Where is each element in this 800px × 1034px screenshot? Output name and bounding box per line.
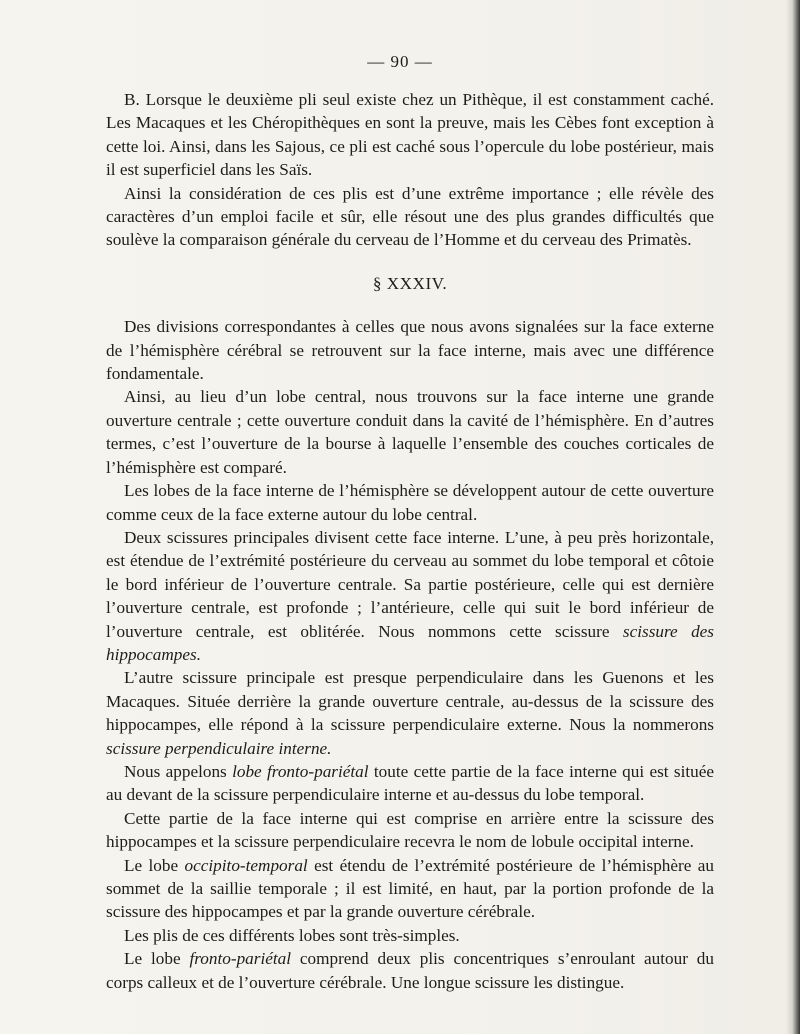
- term-scissure-des-hippocampes: scissure des hippocampes.: [106, 621, 714, 664]
- term-fronto-parietal: fronto-pariétal: [189, 949, 292, 969]
- paragraph-10-text-start: Le lobe: [124, 855, 185, 875]
- term-lobe-fronto-parietal: lobe fronto-pariétal: [232, 761, 369, 781]
- page-edge-shadow: [786, 0, 800, 1034]
- body-text: [106, 88, 714, 994]
- paragraph-10-text-end: est étendu de l’extrémité postérieure de l’hémisphère au sommet de la saillie temporale ; il est limité, en haut, par la portion profonde de la scissure des hippocampes et par la grande ouverture cérébrale.: [106, 855, 714, 922]
- paragraph-7-text: L’autre scissure principale est presque perpendiculaire dans les Guenons et les Macaques. Située derrière la grande ouverture centrale, au-dessus de la scissure des hippocampes, elle répond à la scissure perpendiculaire externe. Nous la nommerons: [106, 668, 714, 735]
- paragraph-12: [106, 947, 714, 994]
- paragraph-3: Des divisions correspondantes à celles que nous avons signalées sur la face externe de l’hémisphère cérébral se retrouvent sur la face interne, mais avec une différence fondamentale.: [106, 317, 714, 384]
- paragraph-12-text-start: Le lobe: [124, 949, 190, 969]
- paragraph-9: Cette partie de la face interne qui est comprise en arrière entre la scissure des hippocampes et la scissure perpendiculaire recevra le nom de lobule occipital interne.: [106, 808, 714, 852]
- paragraph-12-text-end: comprend deux plis concentriques s’enroulant autour du corps calleux et de l’ouverture cérébrale. Une longue scissure les distingue.: [106, 949, 714, 992]
- paragraph-4: Ainsi, au lieu d’un lobe central, nous trouvons sur la face interne une grande ouverture centrale ; cette ouverture conduit dans la cavité de l’hémisphère. En d’autres termes, c’est l’ouverture de la bourse à laquelle l’ensemble des couches corticales de l’hémisphère est comparé.: [106, 387, 714, 477]
- paragraph-8: [106, 760, 714, 807]
- paragraph-6: [106, 526, 714, 666]
- paragraph-2: Ainsi la considération de ces plis est d’une extrême importance ; elle révèle des caractères d’un emploi facile et sûr, elle résout une des plus grandes difficultés que soulève la comparaison générale du cerveau de l’Homme et du cerveau des Primatès.: [106, 183, 714, 250]
- paragraph-11: Les plis de ces différents lobes sont très-simples.: [124, 925, 460, 945]
- page-number: — 90 —: [367, 52, 433, 71]
- section-heading: § XXXIV.: [372, 273, 448, 293]
- paragraph-8-text-start: Nous appelons: [124, 761, 233, 781]
- paragraph-7: [106, 666, 714, 760]
- term-occipito-temporal: occipito-temporal: [184, 855, 308, 875]
- paragraph-8-text-end: toute cette partie de la face interne qui est située au devant de la scissure perpendiculaire interne et au-dessus du lobe temporal.: [106, 761, 715, 805]
- term-scissure-perpendiculaire-interne: scissure perpendiculaire interne.: [106, 738, 332, 758]
- paragraph-1: B. Lorsque le deuxième pli seul existe chez un Pithèque, il est constamment caché. Les Macaques et les Chéropithèques en sont la preuve, mais les Cèbes font exception à cette loi. Ainsi, dans les Sajous, ce pli est caché sous l’opercule du lobe postérieur, mais il est superficiel dans les Saïs.: [106, 90, 714, 180]
- paragraph-5: Les lobes de la face interne de l’hémisphère se développent autour de cette ouverture comme ceux de la face externe autour du lobe central.: [106, 481, 714, 524]
- paragraph-10: [106, 854, 714, 924]
- paragraph-6-text: Deux scissures principales divisent cette face interne. L’une, à peu près horizontale, est étendue de l’extrémité postérieure du cerveau au sommet du lobe temporal et côtoie le bord inférieur de l’ouverture centrale. Sa partie postérieure, celle qui est dernière l’ouverture centrale, est profonde ; l’antérieure, celle qui suit le bord inférieur de l’ouverture centrale, est oblitérée. Nous nommons cette scissure: [106, 527, 714, 641]
